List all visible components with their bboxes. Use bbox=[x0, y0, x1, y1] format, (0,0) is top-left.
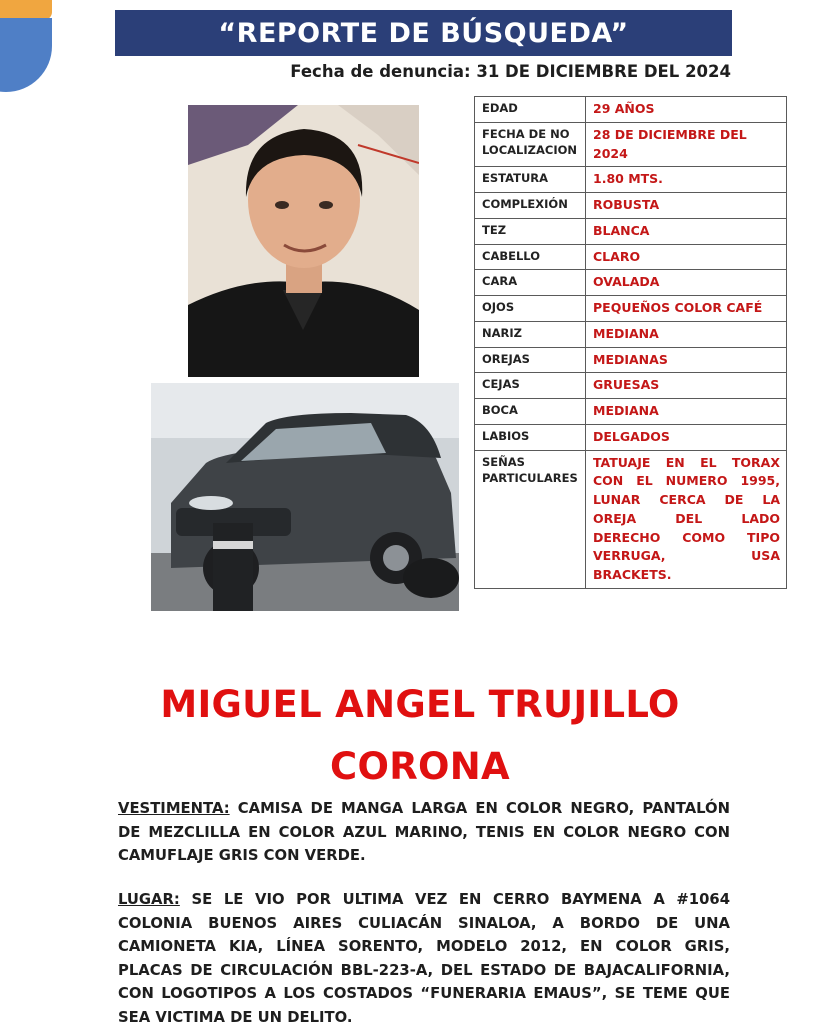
detail-label: FECHA DE NO LOCALIZACION bbox=[475, 122, 586, 167]
details-row bbox=[475, 450, 787, 588]
details-row bbox=[475, 373, 787, 399]
details-row bbox=[475, 97, 787, 123]
detail-value: 29 AÑOS bbox=[586, 97, 787, 123]
details-row bbox=[475, 321, 787, 347]
detail-value: GRUESAS bbox=[586, 373, 787, 399]
detail-value: 28 DE DICIEMBRE DEL 2024 bbox=[586, 122, 787, 167]
details-row bbox=[475, 122, 787, 167]
detail-label: SEÑAS PARTICULARES bbox=[475, 450, 586, 588]
location-description bbox=[118, 888, 730, 1024]
detail-label: OREJAS bbox=[475, 347, 586, 373]
vehicle-photo bbox=[151, 383, 459, 611]
detail-label: CARA bbox=[475, 270, 586, 296]
missing-person-name-line1: MIGUEL ANGEL TRUJILLO bbox=[160, 683, 680, 726]
details-row bbox=[475, 399, 787, 425]
missing-person-photo bbox=[188, 105, 419, 377]
detail-label: OJOS bbox=[475, 296, 586, 322]
detail-value: ROBUSTA bbox=[586, 193, 787, 219]
details-row bbox=[475, 424, 787, 450]
detail-label: COMPLEXIÓN bbox=[475, 193, 586, 219]
details-row bbox=[475, 244, 787, 270]
detail-value: MEDIANAS bbox=[586, 347, 787, 373]
logo-orange-shape bbox=[0, 0, 52, 20]
detail-value: CLARO bbox=[586, 244, 787, 270]
logo-blue-shape bbox=[0, 18, 52, 92]
detail-label: NARIZ bbox=[475, 321, 586, 347]
missing-person-name-line2: CORONA bbox=[330, 745, 510, 788]
corner-logo bbox=[0, 0, 52, 92]
detail-label: CEJAS bbox=[475, 373, 586, 399]
clothing-text: CAMISA DE MANGA LARGA EN COLOR NEGRO, PANTALÓN DE MEZCLILLA EN COLOR AZUL MARINO, TENIS EN COLOR NEGRO CON CAMUFLAJE GRIS CON VERDE. bbox=[118, 800, 731, 864]
details-row bbox=[475, 347, 787, 373]
details-row bbox=[475, 296, 787, 322]
detail-label: CABELLO bbox=[475, 244, 586, 270]
detail-value: BLANCA bbox=[586, 218, 787, 244]
clothing-label: VESTIMENTA: bbox=[118, 800, 230, 817]
details-row bbox=[475, 270, 787, 296]
detail-value: OVALADA bbox=[586, 270, 787, 296]
details-table bbox=[474, 96, 787, 589]
location-text: SE LE VIO POR ULTIMA VEZ EN CERRO BAYMENA A #1064 COLONIA BUENOS AIRES CULIACÁN SINALOA, A BORDO DE UNA CAMIONETA KIA, LÍNEA SORENTO, MODELO 2012, EN COLOR GRIS, PLACAS DE CIRCULACIÓN BBL-223-A, DEL ESTADO DE BAJACALIFORNIA, CON LOGOTIPOS A LOS COSTADOS “FUNERARIA EMAUS”, SE TEME QUE SEA VICTIMA DE UN DELITO. bbox=[118, 891, 730, 1024]
details-row bbox=[475, 193, 787, 219]
detail-label: TEZ bbox=[475, 218, 586, 244]
detail-value: PEQUEÑOS COLOR CAFÉ bbox=[586, 296, 787, 322]
detail-label: EDAD bbox=[475, 97, 586, 123]
detail-value: MEDIANA bbox=[586, 321, 787, 347]
detail-label: LABIOS bbox=[475, 424, 586, 450]
detail-value: MEDIANA bbox=[586, 399, 787, 425]
clothing-description bbox=[118, 797, 730, 868]
detail-value: TATUAJE EN EL TORAX CON EL NUMERO 1995, LUNAR CERCA DE LA OREJA DEL LADO DERECHO COMO TIPO VERRUGA, USA BRACKETS. bbox=[586, 450, 787, 588]
detail-value: DELGADOS bbox=[586, 424, 787, 450]
detail-label: BOCA bbox=[475, 399, 586, 425]
report-date: Fecha de denuncia: 31 DE DICIEMBRE DEL 2024 bbox=[290, 62, 731, 81]
detail-value: 1.80 MTS. bbox=[586, 167, 787, 193]
detail-label: ESTATURA bbox=[475, 167, 586, 193]
location-label: LUGAR: bbox=[118, 891, 180, 908]
details-row bbox=[475, 167, 787, 193]
details-row bbox=[475, 218, 787, 244]
report-title: “REPORTE DE BÚSQUEDA” bbox=[115, 10, 732, 56]
